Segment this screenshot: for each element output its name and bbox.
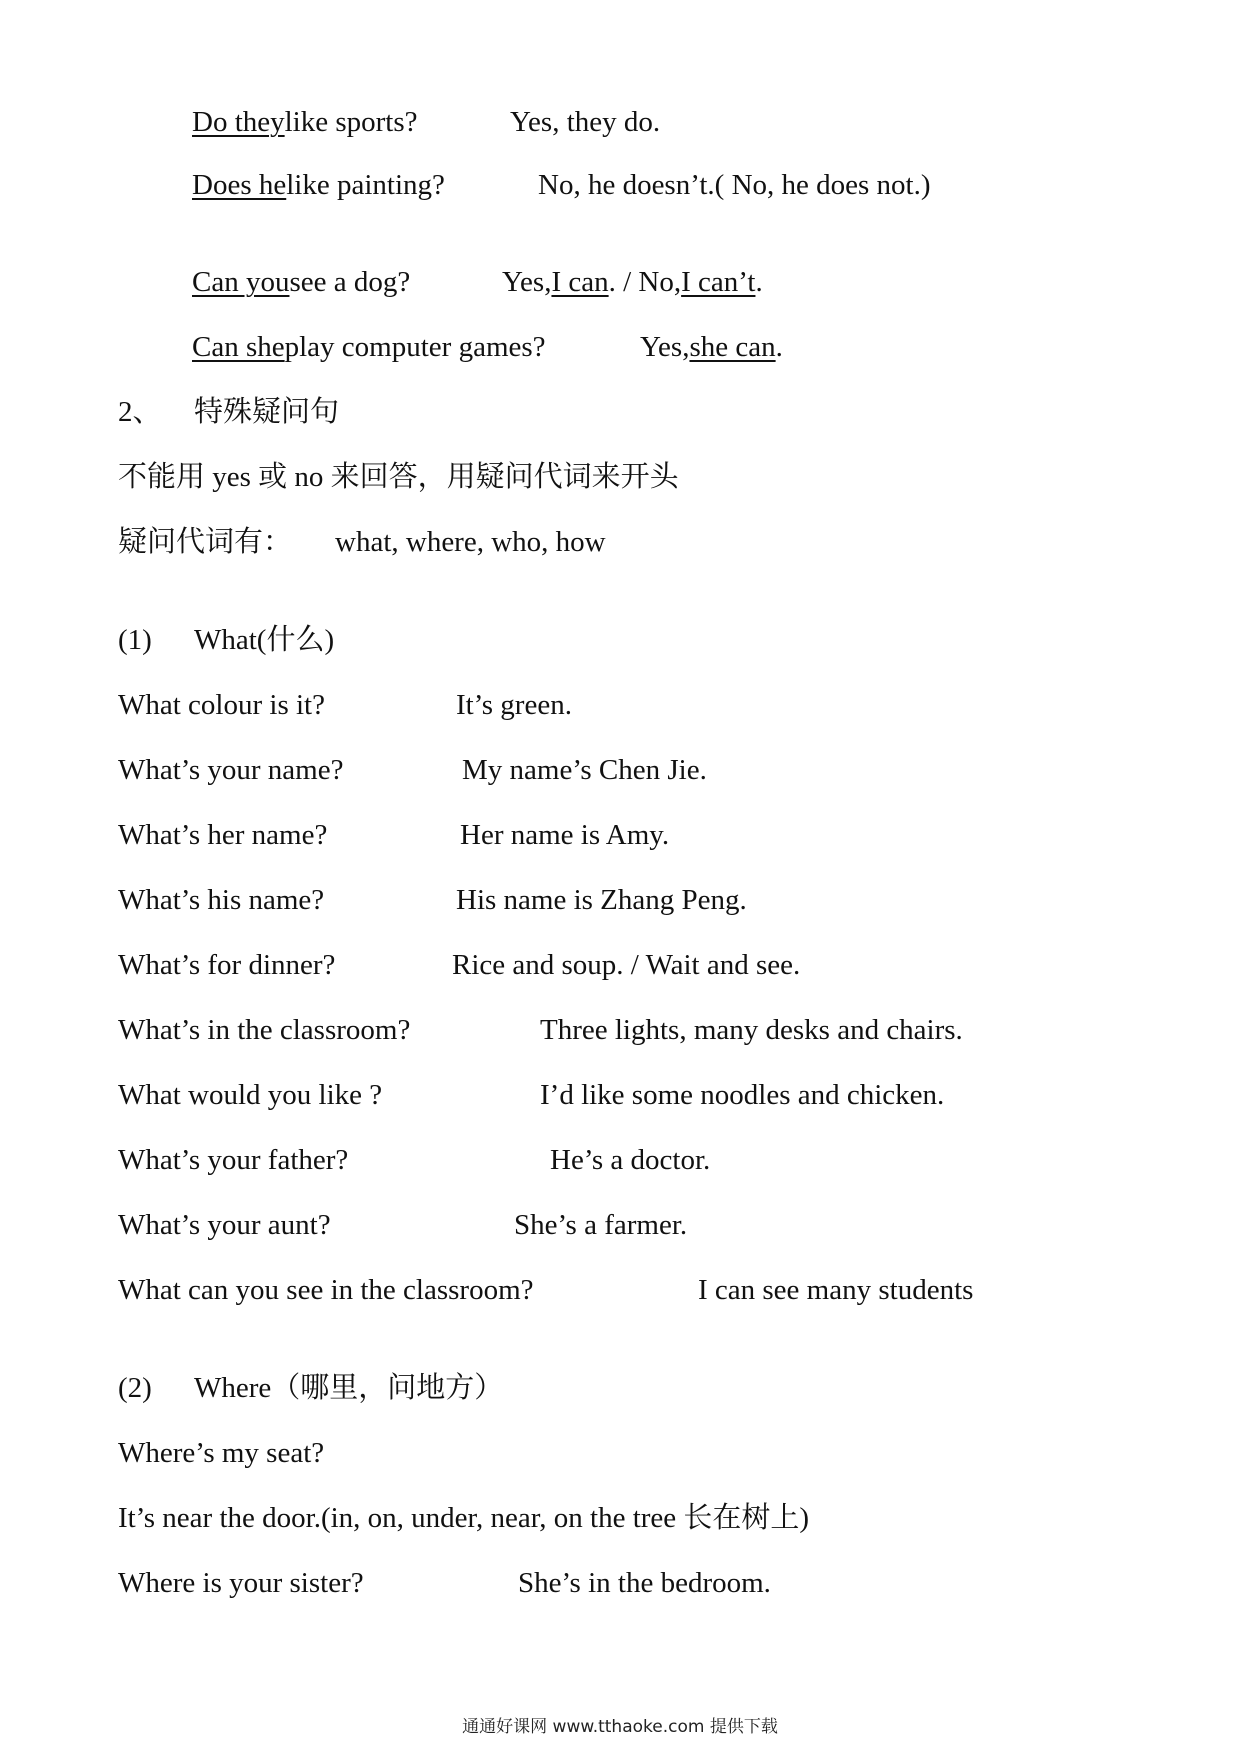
- underlined-phrase: Do they: [192, 106, 285, 138]
- what-question: What’s for dinner?: [118, 949, 336, 981]
- what-question: What’s your aunt?: [118, 1209, 331, 1241]
- section-title: 特殊疑问句: [194, 396, 340, 428]
- section-description: 不能用 yes 或 no 来回答，用疑问代词来开头: [118, 461, 679, 493]
- what-question: What can you see in the classroom?: [118, 1274, 534, 1306]
- section-number: 2、: [118, 396, 162, 428]
- pronouns-label: 疑问代词有：: [118, 526, 293, 558]
- what-answer: Three lights, many desks and chairs.: [540, 1014, 963, 1046]
- yes-no-answer-1: Yes, they do.: [510, 106, 661, 138]
- underlined-phrase: Can you: [192, 266, 290, 298]
- yes-no-line-2: Does helike painting?: [192, 169, 445, 201]
- yes-no-line-1: Do theylike sports?: [192, 106, 418, 138]
- subsection-number: (2): [118, 1372, 152, 1404]
- what-answer: Rice and soup. / Wait and see.: [452, 949, 801, 981]
- where-question: Where is your sister?: [118, 1567, 364, 1599]
- where-answer: It’s near the door.(in, on, under, near, on the tree 长在树上): [118, 1502, 810, 1534]
- subsection-number: (1): [118, 624, 152, 656]
- what-question: What colour is it?: [118, 689, 325, 721]
- what-question: What’s his name?: [118, 884, 325, 916]
- yes-no-answer-2: No, he doesn’t.( No, he does not.): [538, 169, 931, 201]
- underlined-phrase: Can she: [192, 331, 285, 363]
- what-answer: I’d like some noodles and chicken.: [540, 1079, 945, 1111]
- yes-no-answer-3: Yes,I can. / No,I can’t.: [502, 266, 763, 298]
- what-answer: My name’s Chen Jie.: [462, 754, 707, 786]
- what-answer: He’s a doctor.: [550, 1144, 711, 1176]
- what-question: What’s your name?: [118, 754, 344, 786]
- yes-no-line-3: Can yousee a dog?: [192, 266, 411, 298]
- page-footer: 通通好课网 www.tthaoke.com 提供下载: [462, 1717, 778, 1737]
- pronouns-list: what, where, who, how: [335, 526, 606, 558]
- yes-no-answer-4: Yes,she can.: [640, 331, 783, 363]
- what-question: What’s her name?: [118, 819, 328, 851]
- what-question: What’s in the classroom?: [118, 1014, 411, 1046]
- what-answer: His name is Zhang Peng.: [456, 884, 747, 916]
- what-question: What would you like ?: [118, 1079, 383, 1111]
- what-answer: It’s green.: [456, 689, 572, 721]
- what-answer: I can see many students: [698, 1274, 974, 1306]
- what-question: What’s your father?: [118, 1144, 349, 1176]
- where-answer: She’s in the bedroom.: [518, 1567, 771, 1599]
- subsection-title: What(什么): [194, 624, 335, 656]
- subsection-title: Where（哪里，问地方）: [194, 1372, 504, 1404]
- where-question: Where’s my seat?: [118, 1437, 325, 1469]
- underlined-phrase: Does he: [192, 169, 287, 201]
- yes-no-line-4: Can sheplay computer games?: [192, 331, 546, 363]
- what-answer: Her name is Amy.: [460, 819, 670, 851]
- what-answer: She’s a farmer.: [514, 1209, 688, 1241]
